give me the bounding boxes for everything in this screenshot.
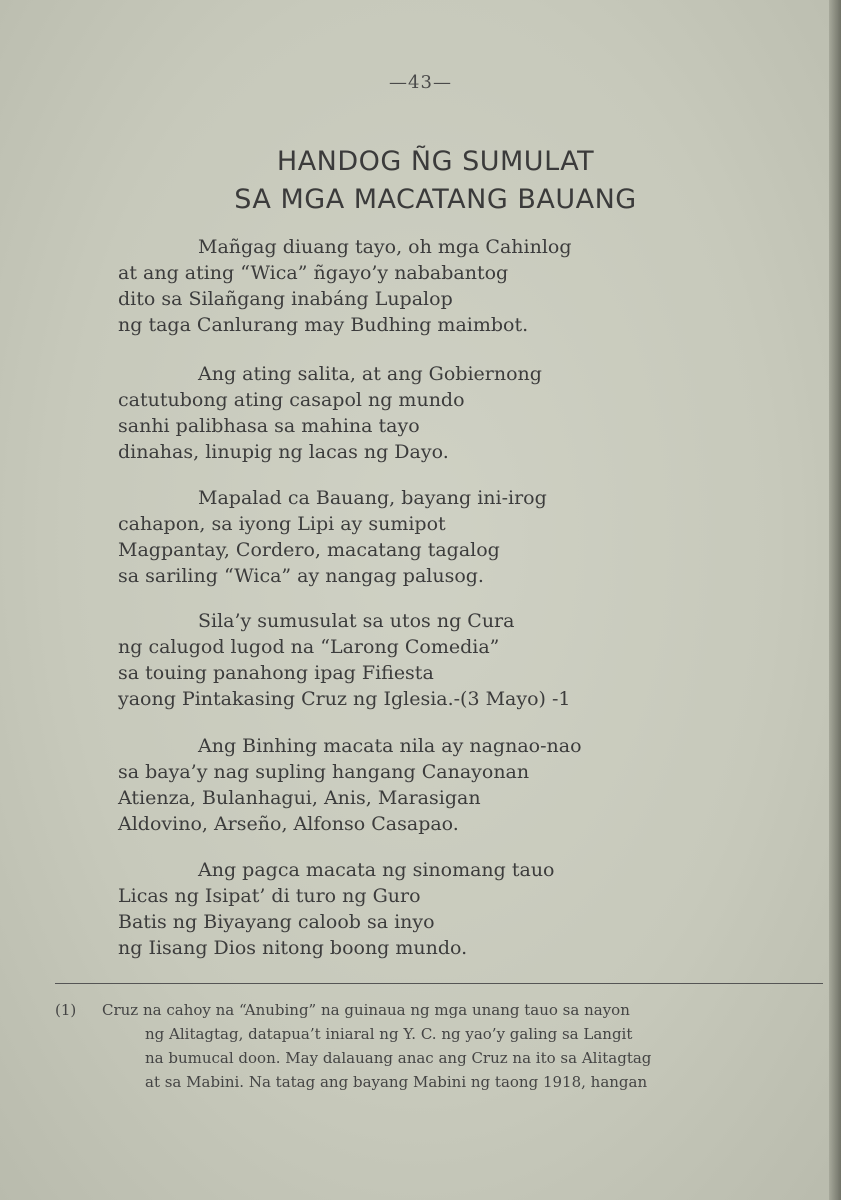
verse-line: sanhi palibhasa sa mahina tayo: [118, 415, 420, 437]
poem-title-line-1: HANDOG ÑG SUMULAT: [276, 146, 595, 177]
verse-line: at ang ating “Wica” ñgayo’y nababantog: [118, 262, 509, 284]
verse-line: ng calugod lugod na “Larong Comedia”: [118, 636, 500, 658]
verse-line: Batis ng Biyayang caloob sa inyo: [118, 911, 435, 933]
verse-line: dito sa Silañgang inabáng Lupalop: [118, 288, 453, 310]
footnote-line: [55, 998, 835, 1022]
footnote-line: ng Alitagtag, datapua’t iniaral ng Y. C. ng yao’y galing sa Langit: [145, 1025, 633, 1043]
verse-line: Licas ng Isipat’ di turo ng Guro: [118, 885, 421, 907]
page-number: —43—: [389, 72, 452, 93]
stanza-4: [118, 608, 571, 712]
stanza-1: [118, 234, 572, 338]
stanza-5: [118, 733, 582, 837]
verse-line: Atienza, Bulanhagui, Anis, Marasigan: [118, 787, 481, 809]
footnote-divider: [55, 983, 823, 984]
verse-line: ng taga Canlurang may Budhing maimbot.: [118, 314, 529, 336]
verse-line: cahapon, sa iyong Lipi ay sumipot: [118, 513, 446, 535]
verse-line: Mapalad ca Bauang, bayang ini-irog: [198, 487, 547, 509]
verse-line: sa sariling “Wica” ay nangag palusog.: [118, 565, 484, 587]
footnote: [55, 998, 835, 1094]
verse-line: yaong Pintakasing Cruz ng Iglesia.-(3 Mayo) -1: [118, 688, 571, 710]
verse-line: catutubong ating casapol ng mundo: [118, 389, 465, 411]
verse-line: Sila’y sumusulat sa utos ng Cura: [198, 610, 515, 632]
verse-line: Magpantay, Cordero, macatang tagalog: [118, 539, 500, 561]
verse-line: Ang Binhing macata nila ay nagnao-nao: [198, 735, 582, 757]
verse-line: Ang pagca macata ng sinomang tauo: [198, 859, 555, 881]
verse-line: ng Iisang Dios nitong boong mundo.: [118, 937, 468, 959]
stanza-2: [118, 361, 542, 465]
verse-line: Mañgag diuang tayo, oh mga Cahinlog: [198, 236, 572, 258]
footnote-text: Cruz na cahoy na “Anubing” na guinaua ng mga unang tauo sa nayon: [102, 1001, 630, 1019]
verse-line: dinahas, linupig ng lacas ng Dayo.: [118, 441, 449, 463]
stanza-3: [118, 485, 547, 589]
verse-line: Ang ating salita, at ang Gobiernong: [198, 363, 542, 385]
stanza-6: [118, 857, 555, 961]
footnote-line: at sa Mabini. Na tatag ang bayang Mabini ng taong 1918, hangan: [145, 1073, 648, 1091]
verse-line: sa touing panahong ipag Fifiesta: [118, 662, 434, 684]
poem-title-line-2: SA MGA MACATANG BAUANG: [234, 184, 637, 215]
footnote-line: na bumucal doon. May dalauang anac ang Cruz na ito sa Alitagtag: [145, 1049, 652, 1067]
verse-line: Aldovino, Arseño, Alfonso Casapao.: [118, 813, 459, 835]
verse-line: sa baya’y nag supling hangang Canayonan: [118, 761, 530, 783]
footnote-marker: (1): [55, 1001, 77, 1019]
